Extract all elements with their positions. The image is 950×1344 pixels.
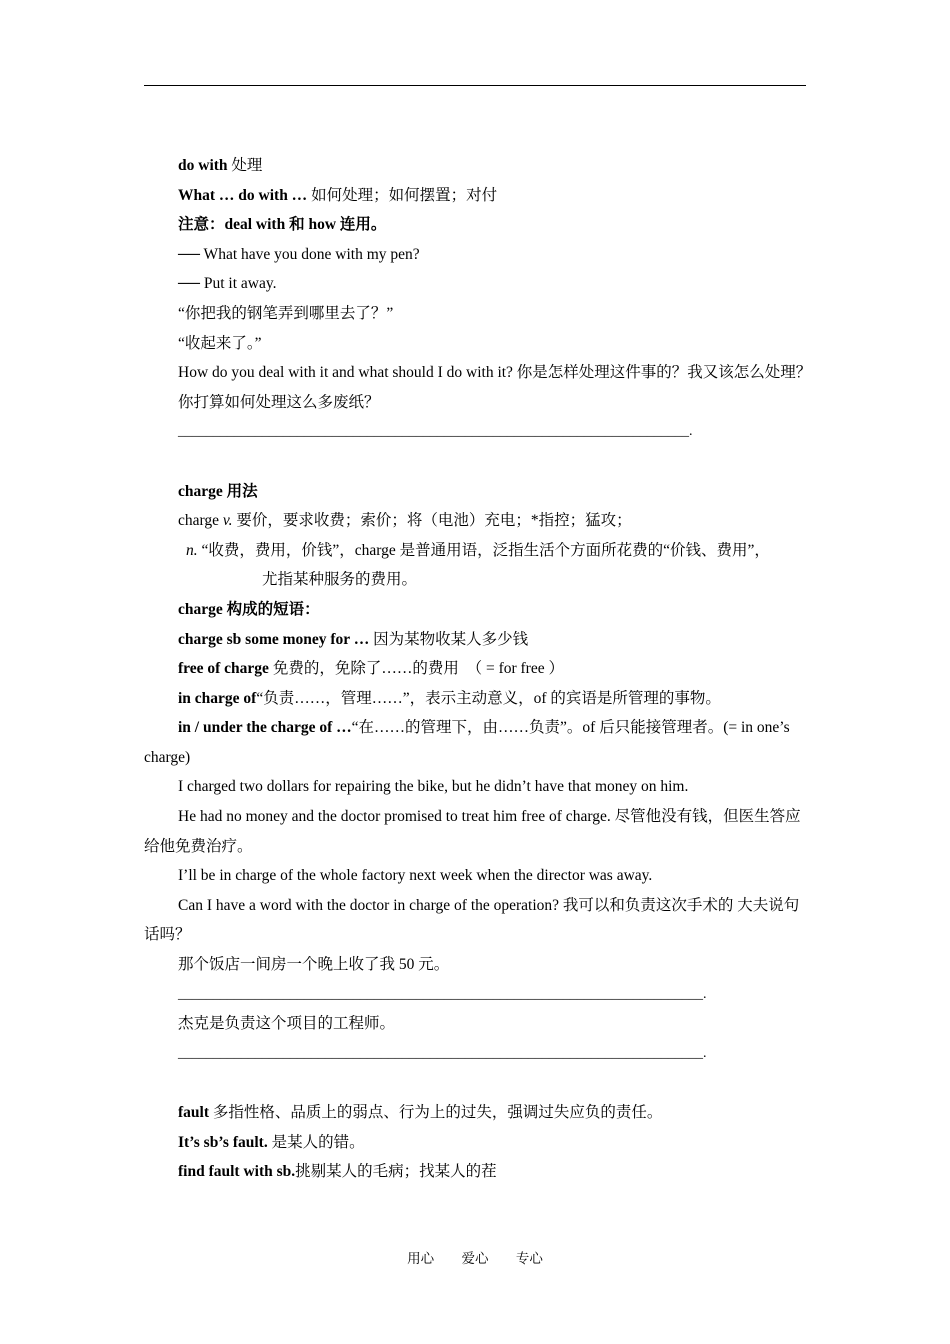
noun-definition: n. “收费，费用，价钱”，charge 是普通用语，泛指生活个方面所花费的“价钱、费用”， — [186, 541, 770, 559]
example: I’ll be in charge of the whole factory next week when the director was away. — [178, 867, 653, 885]
page-footer — [0, 1247, 950, 1267]
example: I charged two dollars for repairing the bike, but he didn’t have that money on him. — [178, 778, 689, 796]
example: Can I have a word with the doctor in charge of the operation? 我可以和负责这次手术的 大夫说句话吗？ — [144, 896, 800, 944]
example: He had no money and the doctor promised to treat him free of charge. 尽管他没有钱，但医生答应给他免费治疗。 — [144, 808, 801, 855]
line: It’s sb’s fault. 是某人的错。 — [178, 1133, 365, 1151]
phrase: in charge of“负责……，管理……”，表示主动意义，of 的宾语是所管理的事物。 — [178, 689, 721, 707]
document-body — [144, 151, 812, 1187]
exercise-prompt: 你打算如何处理这么多废纸？ — [178, 393, 380, 411]
translation-line: “你把我的钢笔弄到哪里去了？” — [178, 304, 394, 322]
answer-blank: ___________________________________________________________________________. — [178, 1045, 707, 1061]
answer-blank: ___________________________________________________________________________. — [178, 986, 707, 1002]
footer-text: 爱心 — [461, 1251, 489, 1266]
dialogue-line: ── Put it away. — [178, 275, 277, 293]
example: How do you deal with it and what should I do with it? 你是怎样处理这件事的？我又该怎么处理？ — [178, 364, 812, 382]
exercise-prompt: 那个饭店一间房一个晚上收了我 50 元。 — [178, 956, 450, 974]
line: fault 多指性格、品质上的弱点、行为上的过失，强调过失应负的责任。 — [178, 1104, 663, 1121]
phrase: charge sb some money for … 因为某物收某人多少钱 — [178, 630, 529, 648]
footer-text: 专心 — [515, 1251, 543, 1266]
translation-line: “收起来了。” — [178, 334, 262, 352]
line: do with 处理 — [178, 157, 263, 174]
section-heading: charge 用法 — [178, 482, 258, 500]
phrase-heading: charge 构成的短语： — [178, 600, 320, 618]
line: find fault with sb.挑剔某人的毛病；找某人的茬 — [178, 1163, 497, 1181]
note: 注意：deal with 和 how 连用。 — [178, 216, 387, 234]
header-rule — [144, 85, 806, 86]
dialogue-line: ── What have you done with my pen? — [178, 245, 420, 263]
verb-definition: charge v. 要价，要求收费；索价；将（电池）充电；*指控；猛攻； — [178, 512, 632, 530]
noun-definition-cont: 尤指某种服务的费用。 — [262, 571, 418, 589]
footer-text: 用心 — [407, 1251, 435, 1266]
phrase: free of charge 免费的，免除了……的费用 （ = for free ） — [178, 660, 564, 678]
exercise-prompt: 杰克是负责这个项目的工程师。 — [178, 1015, 396, 1033]
line: What … do with … 如何处理；如何摆置；对付 — [178, 186, 498, 204]
answer-blank: _________________________________________________________________________. — [178, 424, 693, 440]
phrase: in / under the charge of …“在……的管理下，由……负责”。of 后只能接管理者。(= in one’s charge) — [144, 719, 790, 766]
